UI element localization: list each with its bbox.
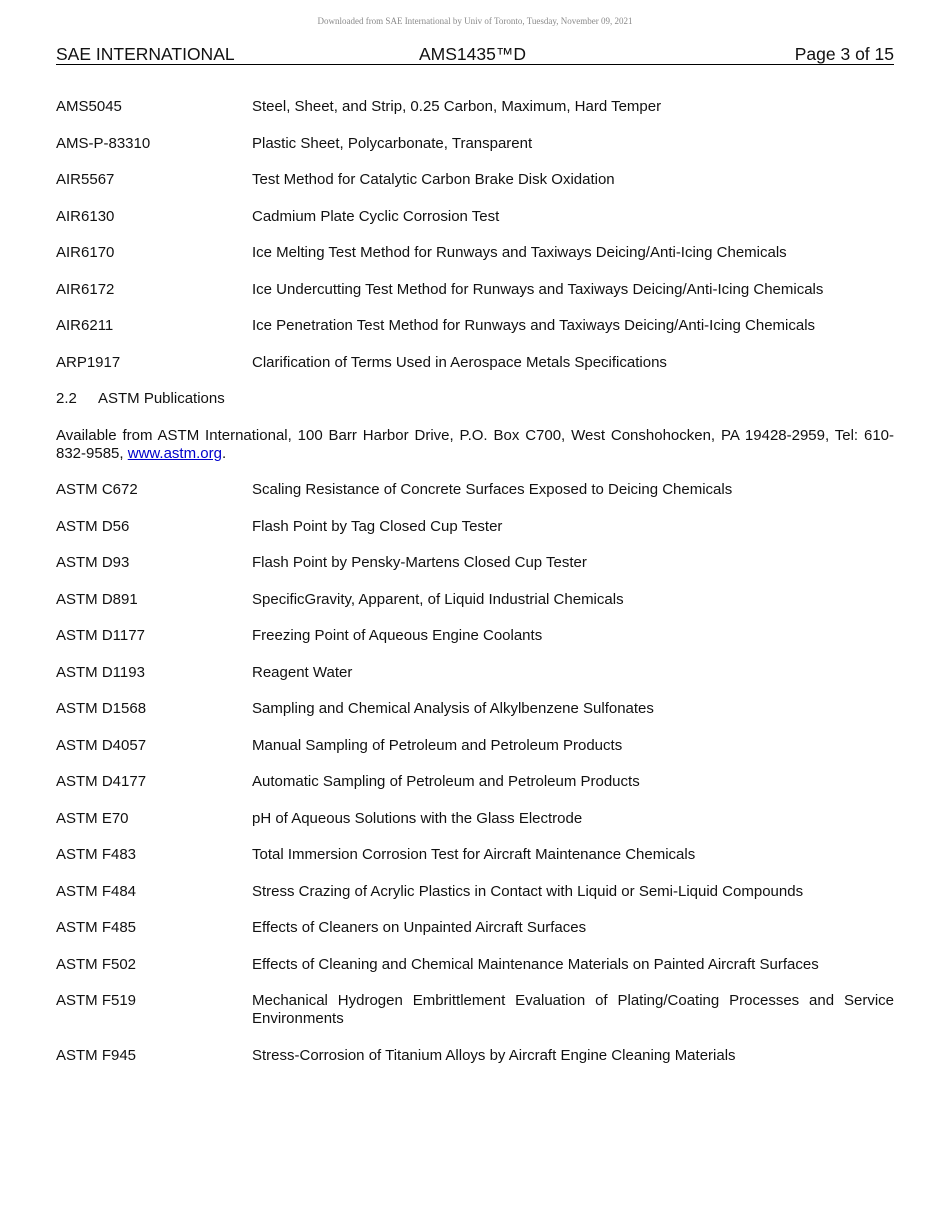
reference-row [56,773,894,791]
document-body [56,98,894,1065]
reference-title: Reagent Water [252,663,353,681]
reference-code: AMS5045 [56,98,122,115]
reference-title: Clarification of Terms Used in Aerospace Metals Specifications [252,353,667,371]
reference-row [56,919,894,937]
download-watermark: Downloaded from SAE International by Univ of Toronto, Tuesday, November 09, 2021 [317,16,633,26]
reference-title: pH of Aqueous Solutions with the Glass Electrode [252,809,583,827]
reference-code: ASTM D891 [56,590,138,608]
reference-row [56,992,894,1028]
reference-code: AIR6170 [56,244,115,261]
reference-title: Plastic Sheet, Polycarbonate, Transparent [252,134,533,152]
reference-title: Automatic Sampling of Petroleum and Petroleum Products [252,773,640,790]
reference-row [56,135,894,153]
reference-row [56,317,894,335]
reference-code: AIR6130 [56,207,115,225]
reference-row [56,244,894,262]
reference-title: Mechanical Hydrogen Embrittlement Evaluation of Plating/Coating Processes and Service Environments [252,992,894,1027]
reference-title: Scaling Resistance of Concrete Surfaces Exposed to Deicing Chemicals [252,481,733,498]
reference-title: Flash Point by Tag Closed Cup Tester [252,517,503,535]
reference-code: ASTM F945 [56,1046,137,1064]
reference-row [56,518,894,536]
reference-code: ASTM F519 [56,992,137,1009]
reference-code: ASTM D1568 [56,700,147,717]
reference-row [56,281,894,299]
reference-code: ASTM D1177 [56,627,145,644]
availability-paragraph [56,427,894,463]
reference-code: ASTM C672 [56,481,138,498]
reference-code: ASTM D4057 [56,736,147,754]
reference-code: ASTM D1193 [56,663,145,681]
section-heading [56,390,894,408]
reference-row [56,700,894,718]
reference-row [56,956,894,974]
reference-row [56,627,894,645]
reference-row [56,810,894,828]
reference-row [56,664,894,682]
reference-title: Ice Penetration Test Method for Runways and Taxiways Deicing/Anti-Icing Chemicals [252,317,816,334]
reference-title: Effects of Cleaning and Chemical Maintenance Materials on Painted Aircraft Surfaces [252,955,819,973]
reference-row [56,481,894,499]
reference-row [56,846,894,864]
reference-title: Ice Undercutting Test Method for Runways and Taxiways Deicing/Anti-Icing Chemicals [252,280,824,298]
reference-title: Sampling and Chemical Analysis of Alkylbenzene Sulfonates [252,700,654,717]
reference-row [56,98,894,116]
astm-website-link[interactable]: www.astm.org [127,444,222,462]
reference-row [56,883,894,901]
reference-code: ASTM F502 [56,955,137,973]
reference-code: ASTM D56 [56,517,130,535]
reference-title: Effects of Cleaners on Unpainted Aircraft Surfaces [252,919,587,936]
availability-text: Available from ASTM International, 100 Barr Harbor Drive, P.O. Box C700, West Conshohocken, PA 19428-2959, Tel: 610-832-9585, [56,426,894,462]
reference-code: ASTM D4177 [56,773,147,790]
section-number: 2.2 [56,390,77,407]
reference-code: ASTM F485 [56,919,137,936]
reference-code: AIR6172 [56,280,115,298]
reference-title: Test Method for Catalytic Carbon Brake Disk Oxidation [252,171,615,188]
reference-title: Steel, Sheet, and Strip, 0.25 Carbon, Maximum, Hard Temper [252,98,662,115]
section-title: ASTM Publications [98,390,225,407]
page-header [56,44,894,65]
trailing-period: . [221,444,227,462]
reference-code: ASTM F483 [56,846,137,863]
header-page-number: Page 3 of 15 [794,44,894,64]
reference-title: Freezing Point of Aqueous Engine Coolants [252,627,543,644]
reference-title: Ice Melting Test Method for Runways and Taxiways Deicing/Anti-Icing Chemicals [252,244,787,261]
reference-row [56,737,894,755]
reference-title: Flash Point by Pensky-Martens Closed Cup Tester [252,554,587,571]
reference-title: Total Immersion Corrosion Test for Aircraft Maintenance Chemicals [252,846,696,863]
reference-title: Stress-Corrosion of Titanium Alloys by Aircraft Engine Cleaning Materials [252,1046,736,1064]
header-organization: SAE INTERNATIONAL [56,44,235,64]
reference-title: Manual Sampling of Petroleum and Petroleum Products [252,736,623,754]
reference-code: AIR6211 [56,317,114,334]
reference-title: Cadmium Plate Cyclic Corrosion Test [252,207,500,225]
reference-row [56,591,894,609]
reference-code: ASTM F484 [56,882,137,900]
reference-code: ASTM E70 [56,809,129,827]
reference-title: SpecificGravity, Apparent, of Liquid Industrial Chemicals [252,590,624,608]
reference-row [56,354,894,372]
reference-title: Stress Crazing of Acrylic Plastics in Contact with Liquid or Semi-Liquid Compounds [252,882,804,900]
reference-row [56,1047,894,1065]
reference-code: ARP1917 [56,353,121,371]
reference-row [56,208,894,226]
header-document-number: AMS1435™D [419,44,526,64]
reference-row [56,554,894,572]
reference-code: AIR5567 [56,171,115,188]
reference-row [56,171,894,189]
reference-code: AMS-P-83310 [56,134,151,152]
reference-code: ASTM D93 [56,554,130,571]
